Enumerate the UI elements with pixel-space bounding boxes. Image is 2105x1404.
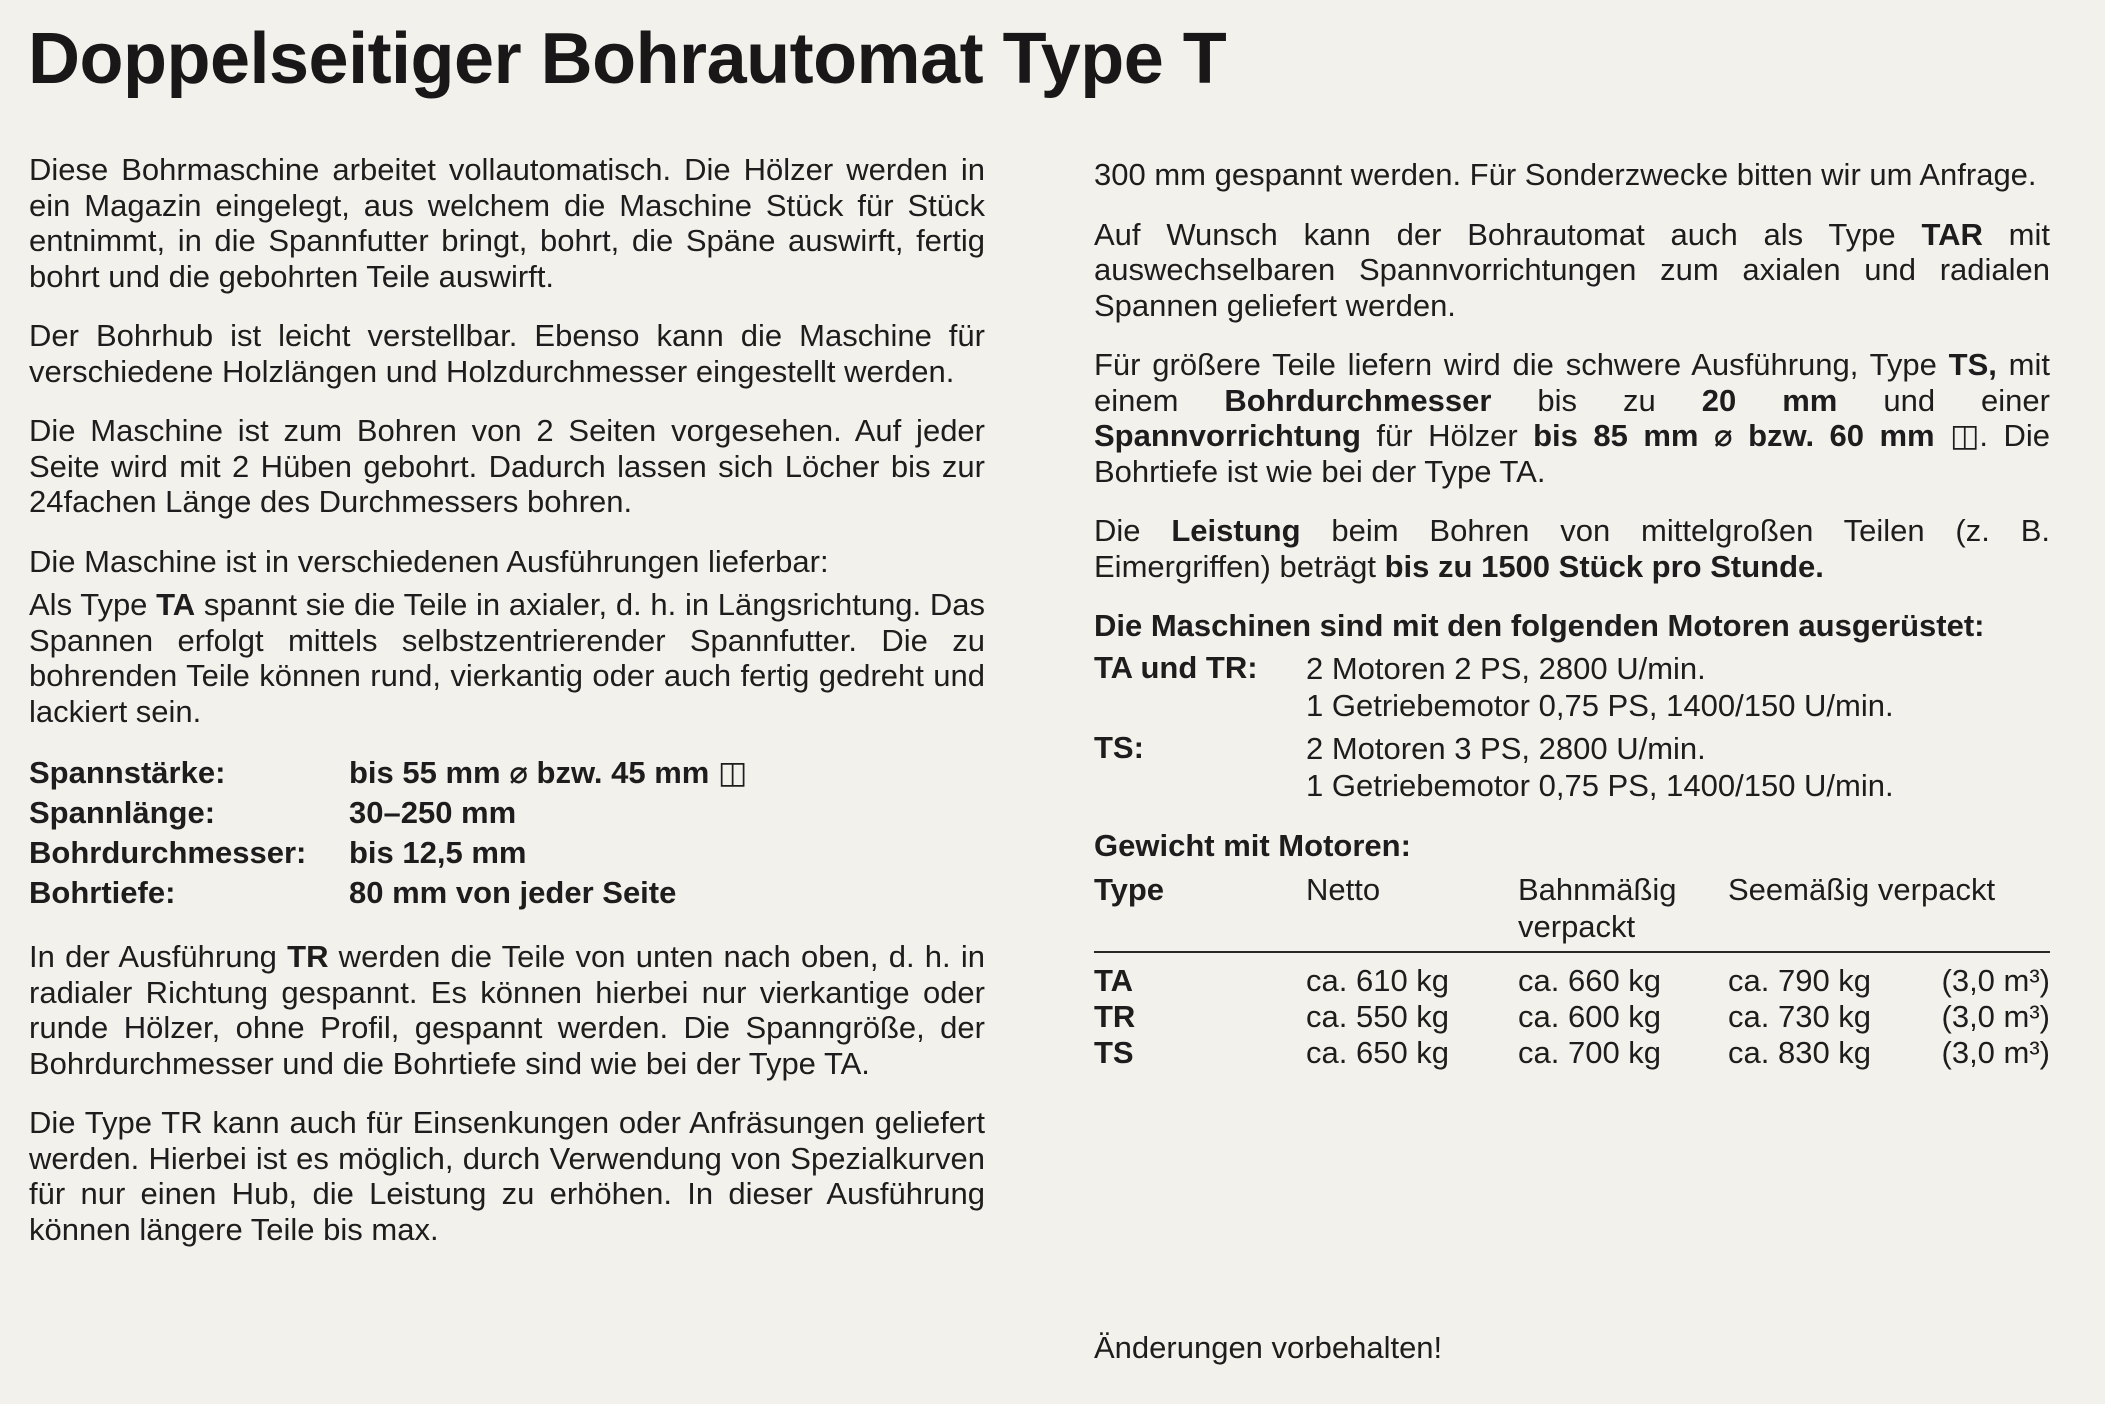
spec-label: Spannlänge: (29, 795, 216, 831)
paragraph-bohrhub: Der Bohrhub ist leicht verstellbar. Ebenso kann die Maschine für verschiedene Holzlängen und Holzdurchmesser eingestellt werden. (29, 318, 985, 389)
col-header-netto: Netto (1306, 872, 1381, 907)
paragraph-variants: Die Maschine ist in verschiedenen Ausführungen lieferbar: (29, 543, 829, 579)
paragraph-type-ts: Für größere Teile liefern wird die schwere Ausführung, Type TS, mit einem Bohrdurchmesser bis zu 20 mm und einer Spannvorrichtung für Hölzer bis 85 mm ⌀ bzw. 60 mm ◫. Die Bohrtiefe ist wie bei der Type TA. (1094, 347, 2051, 489)
col-header-bahn: Bahnmäßig verpackt (1518, 872, 1677, 944)
spec-table (29, 753, 985, 913)
type-ta-label: TA (156, 587, 196, 622)
col-header-type: Type (1094, 872, 1165, 907)
left-column (29, 152, 985, 1271)
right-column (1094, 157, 2050, 1071)
spec-value: bis 12,5 mm (349, 835, 527, 871)
motor-row (1094, 730, 2050, 804)
motor-row (1094, 650, 2050, 724)
paragraph-type-tar: Auf Wunsch kann der Bohrautomat auch als Type TAR mit auswechselbaren Spannvorrichtungen zum axialen und radialen Spannen geliefert werden. (1094, 216, 2051, 323)
type-tr-label: TR (287, 939, 329, 974)
paragraph-continued: 300 mm gespannt werden. Für Sonderzwecke bitten wir um Anfrage. (1094, 157, 2037, 192)
spec-row (29, 753, 985, 793)
page-title: Doppelseitiger Bohrautomat Type T (28, 19, 1227, 99)
weight-table-header (1094, 871, 2050, 952)
table-row: TS ca. 650 kg ca. 700 kg ca. 830 kg (3,0 m³) (1094, 1035, 2050, 1070)
paragraph-type-ta: Als Type TA spannt sie die Teile in axialer, d. h. in Längsrichtung. Das Spannen erfolgt mittels selbstzentrierender Spannfutter. Die zu bohrenden Teile können rund, vierkantig oder auch fertig gedreht und lackiert sein. (29, 587, 986, 729)
col-header-see: Seemäßig verpackt (1728, 872, 1996, 907)
paragraph-intro: Diese Bohrmaschine arbeitet vollautomatisch. Die Hölzer werden in ein Magazin eingelegt, aus welchem die Maschine Stück für Stück entnimmt, in die Spannfutter bringt, bohrt, die Späne auswirft, fertig bohrt und die gebohrten Teile auswirft. (29, 152, 985, 294)
motor-details: 2 Motoren 2 PS, 2800 U/min. 1 Getriebemotor 0,75 PS, 1400/150 U/min. (1306, 650, 1894, 723)
spec-label: Bohrdurchmesser: (29, 835, 307, 871)
spec-value: 80 mm von jeder Seite (349, 875, 677, 911)
weight-heading: Gewicht mit Motoren: (1094, 827, 1411, 863)
table-row: TR ca. 550 kg ca. 600 kg ca. 730 kg (3,0 m³) (1094, 999, 2050, 1034)
paragraph-type-tr: In der Ausführung TR werden die Teile von unten nach oben, d. h. in radialer Richtung gespannt. Es können hierbei nur vierkantige oder runde Hölzer, ohne Profil, gespannt werden. Die Spanngröße, der Bohrdurchmesser und die Bohrtiefe sind wie bei der Type TA. (29, 939, 985, 1081)
paragraph-performance: Die Leistung beim Bohren von mittelgroßen Teilen (z. B. Eimergriffen) beträgt bis zu 1500 Stück pro Stunde. (1094, 513, 2050, 584)
motor-type: TS: (1094, 729, 1144, 765)
spec-label: Spannstärke: (29, 755, 226, 791)
motor-details: 2 Motoren 3 PS, 2800 U/min. 1 Getriebemotor 0,75 PS, 1400/150 U/min. (1306, 730, 1894, 803)
type-tar-label: TAR (1921, 216, 1983, 252)
weight-table (1094, 871, 2050, 1071)
spec-row (29, 793, 985, 833)
paragraph-tr-options: Die Type TR kann auch für Einsenkungen oder Anfräsungen geliefert werden. Hierbei ist es möglich, durch Verwendung von Spezialkurven für nur einen Hub, die Leistung zu erhöhen. In dieser Ausführung können längere Teile bis max. (29, 1105, 985, 1247)
footnote: Änderungen vorbehalten! (1094, 1330, 1443, 1365)
paragraph-two-sides: Die Maschine ist zum Bohren von 2 Seiten vorgesehen. Auf jeder Seite wird mit 2 Hüben gebohrt. Dadurch lassen sich Löcher bis zur 24fachen Länge des Durchmessers bohren. (29, 413, 985, 519)
motors-heading: Die Maschinen sind mit den folgenden Motoren ausgerüstet: (1094, 608, 1985, 643)
spec-row (29, 873, 985, 913)
spec-value: 30–250 mm (349, 795, 517, 831)
table-row: TA ca. 610 kg ca. 660 kg ca. 790 kg (3,0 m³) (1094, 963, 2050, 998)
spec-value: bis 55 mm ⌀ bzw. 45 mm ◫ (349, 755, 748, 791)
spec-label: Bohrtiefe: (29, 875, 176, 911)
spec-row (29, 833, 985, 873)
motor-type: TA und TR: (1094, 649, 1258, 685)
